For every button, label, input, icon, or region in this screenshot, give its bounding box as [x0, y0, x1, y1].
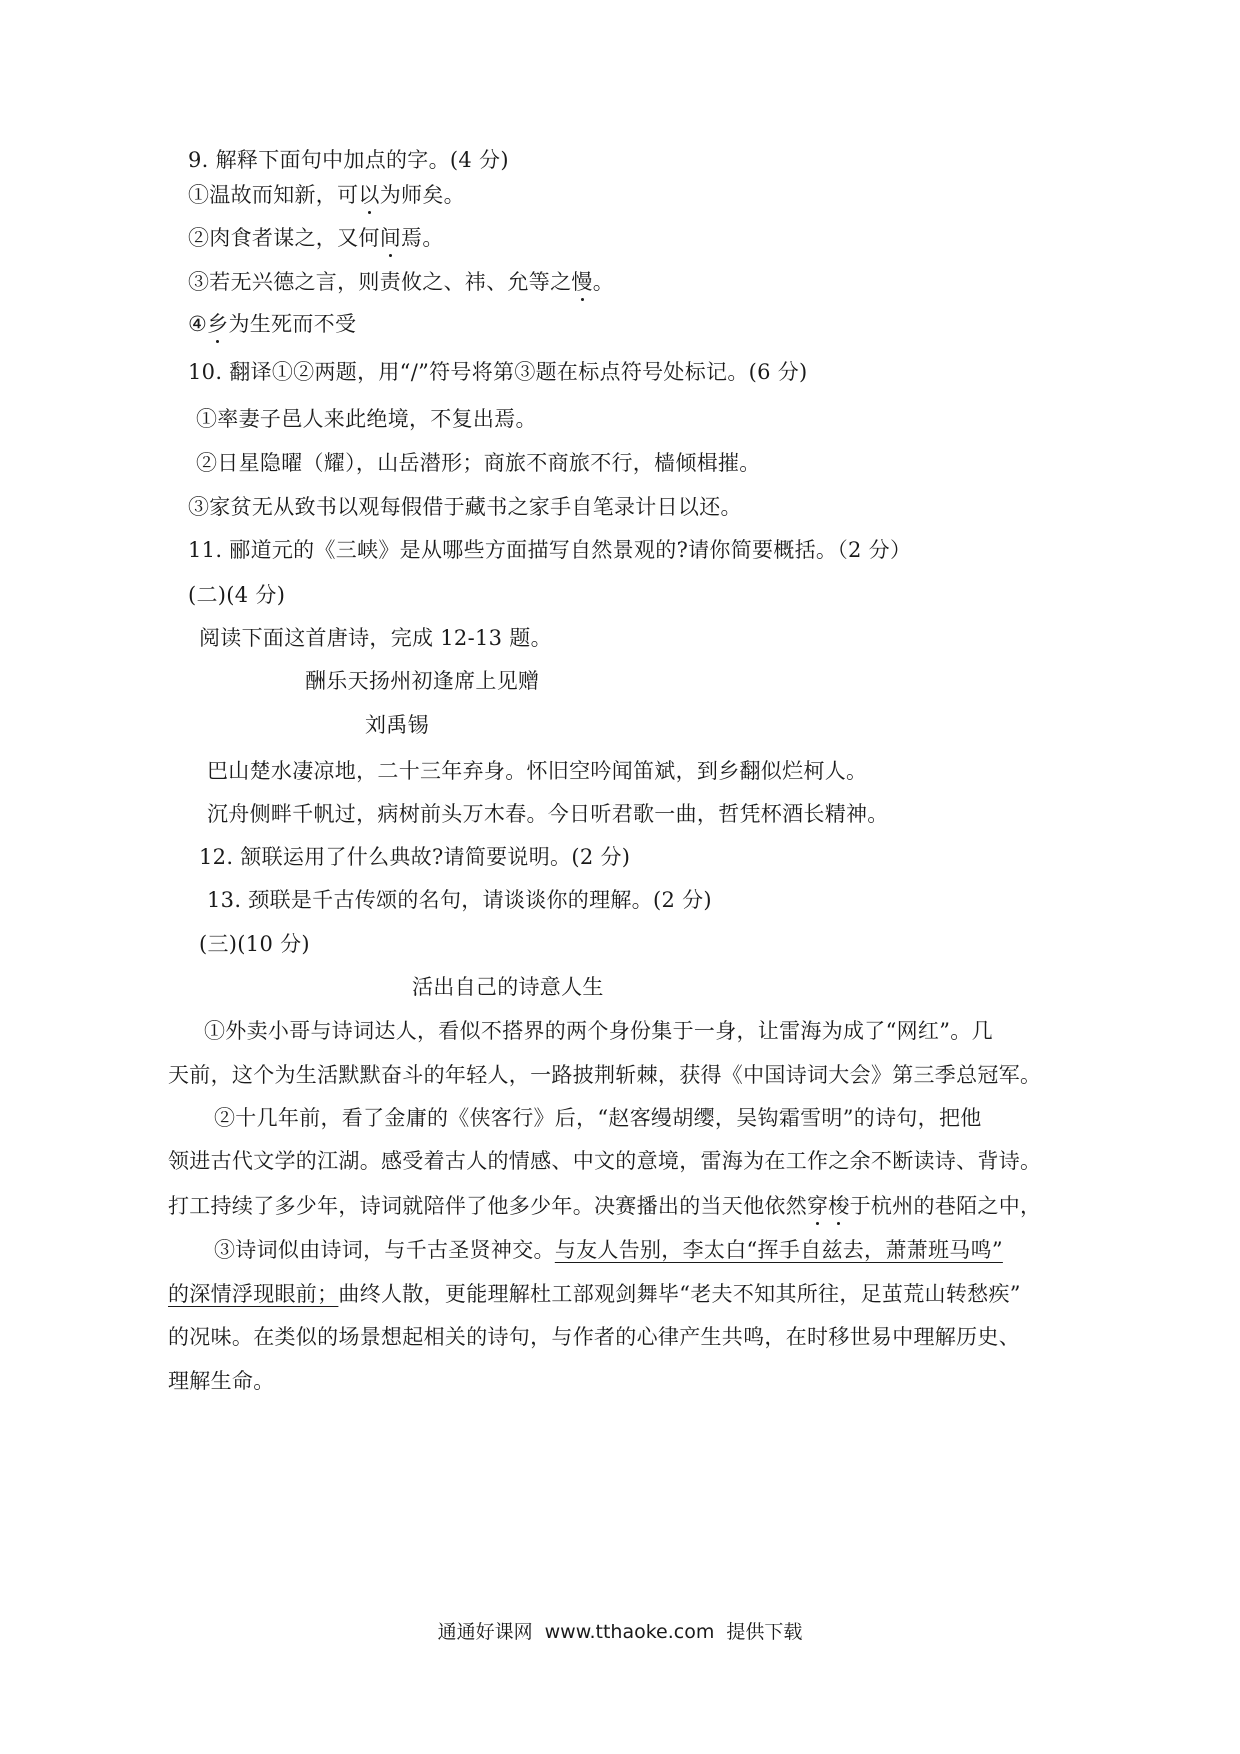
para-1-line-1: ①外卖小哥与诗词达人，看似不搭界的两个身份集于一身，让雷海为成了“网红”。几 [204, 1019, 993, 1043]
para-3-line-3: 的况味。在类似的场景想起相关的诗句，与作者的心律产生共鸣，在时移世易中理解历史、 [168, 1325, 1020, 1349]
page-footer [0, 1619, 1240, 1645]
q10-stem: 10. 翻译①②两题，用“/”符号将第③题在标点符号处标记。(6 分) [188, 360, 808, 384]
q9-item-3-post: 。 [592, 270, 615, 294]
q9-item-1-post: 为师矣。 [379, 183, 465, 207]
para-3-line-4: 理解生命。 [168, 1369, 275, 1393]
para-2-line-3 [168, 1192, 1041, 1220]
q9-item-3 [188, 268, 614, 296]
para-2-line-1: ②十几年前，看了金庸的《侠客行》后，“赵客缦胡缨，吴钩霜雪明”的诗句，把他 [214, 1106, 982, 1130]
section-2-heading: (二)(4 分) [188, 583, 286, 607]
q10-item-3: ③家贫无从致书以观每假借于藏书之家手自笔录计日以还。 [188, 495, 742, 519]
poem-author: 刘禹锡 [365, 713, 429, 737]
q9-stem: 9. 解释下面句中加点的字。(4 分) [188, 148, 509, 172]
para-3-line-2 [168, 1280, 1021, 1308]
q9-item-3-pre: ③若无兴德之言，则责攸之、祎、允等之 [188, 270, 572, 294]
article-title: 活出自己的诗意人生 [412, 975, 604, 999]
footer-site-name: 通通好课网 [437, 1621, 533, 1643]
q13-stem: 13. 颈联是千古传颂的名句，请谈谈你的理解。(2 分) [207, 888, 712, 912]
q12-stem: 12. 颔联运用了什么典故?请简要说明。(2 分) [199, 845, 631, 869]
q9-item-3-dotted: 慢 [571, 270, 593, 294]
q9-item-4-dotted: 乡 [207, 312, 229, 336]
para-3-line-1 [214, 1236, 1003, 1264]
para-3-underlined-2: 的深情浮现眼前； [168, 1282, 339, 1306]
para-3-underlined-1: 与友人告别，李太白“挥手自兹去，萧萧班马鸣” [554, 1238, 1003, 1262]
q9-item-4 [188, 310, 356, 338]
q10-item-2: ②日星隐曜（耀），山岳潜形；商旅不商旅不行，樯倾楫摧。 [196, 451, 761, 475]
q9-item-2-post: 焉。 [401, 226, 444, 250]
para-2-dotted-2: 梭 [828, 1194, 850, 1218]
q9-item-1 [188, 181, 465, 209]
q9-item-2-dotted: 间 [379, 226, 402, 250]
para-2-line-2: 领进古代文学的江湖。感受着古人的情感、中文的意境，雷海为在工作之余不断读诗、背诗。 [168, 1149, 1042, 1173]
q9-item-1-dotted: 以 [358, 183, 380, 207]
poem-line-2: 沉舟侧畔千帆过，病树前头万木春。今日听君歌一曲，哲凭杯酒长精神。 [207, 802, 889, 826]
q11-stem: 11. 郦道元的《三峡》是从哪些方面描写自然景观的?请你简要概括。（2 分） [188, 538, 912, 562]
q10-item-1: ①率妻子邑人来此绝境，不复出焉。 [196, 407, 537, 431]
q9-item-1-pre: ①温故而知新，可 [188, 183, 359, 207]
section-3-heading: (三)(10 分) [199, 932, 310, 956]
footer-note: 提供下载 [726, 1621, 803, 1643]
para-2-line-3-post: 于杭州的巷陌之中， [849, 1194, 1042, 1218]
para-2-dotted-1: 穿 [807, 1194, 829, 1218]
q9-item-2-pre: ②肉食者谋之，又何 [188, 226, 380, 250]
para-2-line-3-pre: 打工持续了多少年，诗词就陪伴了他多少年。决赛播出的当天他依然 [168, 1194, 807, 1218]
poem-title: 酬乐天扬州初逢席上见赠 [305, 669, 540, 693]
q9-item-4-pre: ④ [188, 312, 208, 336]
para-3-line-1-pre: ③诗词似由诗词，与千古圣贤神交。 [214, 1238, 555, 1262]
section-2-intro: 阅读下面这首唐诗，完成 12-13 题。 [199, 626, 552, 650]
para-1-line-2: 天前，这个为生活默默奋斗的年轻人，一路披荆斩棘，获得《中国诗词大会》第三季总冠军。 [168, 1063, 1042, 1087]
poem-line-1: 巴山楚水凄凉地，二十三年弃身。怀旧空吟闻笛斌，到乡翻似烂柯人。 [207, 759, 868, 783]
para-3-line-2-post: 曲终人散，更能理解杜工部观剑舞毕“老夫不知其所往，足茧荒山转愁疾” [338, 1282, 1021, 1306]
footer-url[interactable]: www.tthaoke.com [544, 1621, 715, 1643]
q9-item-4-post: 为生死而不受 [228, 312, 357, 336]
q9-item-2 [188, 224, 444, 252]
